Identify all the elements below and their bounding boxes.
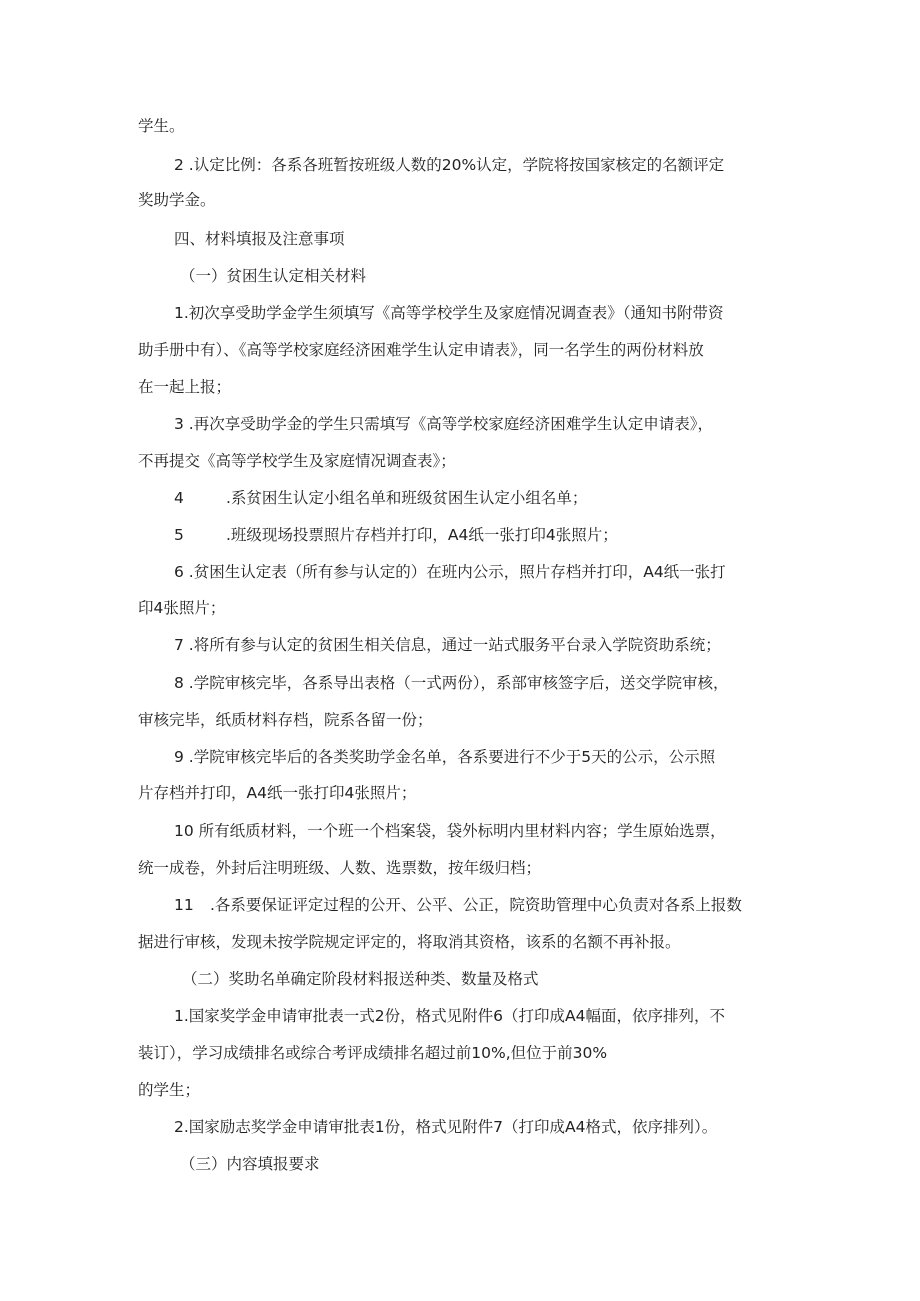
- paragraph-line: 2 .认定比例：各系各班暂按班级人数的20%认定，学院将按国家核定的名额评定: [174, 156, 725, 174]
- paragraph-line: 审核完毕，纸质材料存档，院系各留一份；: [138, 711, 433, 729]
- numbered-item: [174, 488, 587, 508]
- item-number: 5: [174, 526, 184, 544]
- paragraph-line: 1.初次享受助学金学生须填写《高等学校学生及家庭情况调查表》（通知书附带资: [174, 304, 724, 322]
- item-text: .班级现场投票照片存档并打印，A4纸一张打印4张照片；: [226, 526, 618, 544]
- item-number: 11: [174, 896, 194, 914]
- paragraph-line: 统一成卷，外封后注明班级、人数、选票数，按年级归档；: [138, 859, 542, 877]
- paragraph-line: 10 所有纸质材料，一个班一个档案袋，袋外标明内里材料内容；学生原始选票，: [174, 822, 726, 840]
- paragraph-line: 2.国家励志奖学金申请审批表1份，格式见附件7（打印成A4格式，依序排列）。: [174, 1118, 718, 1136]
- numbered-item: [174, 525, 618, 545]
- paragraph-line: 据进行审核，发现未按学院规定评定的，将取消其资格，该系的名额不再补报。: [138, 933, 681, 951]
- item-text: .系贫困生认定小组名单和班级贫困生认定小组名单；: [226, 489, 588, 507]
- paragraph-line: 奖助学金。: [138, 191, 216, 209]
- paragraph-line: 8 .学院审核完毕，各系导出表格（一式两份），系部审核签字后，送交学院审核，: [174, 674, 729, 692]
- paragraph-line: 9 .学院审核完毕后的各类奖助学金名单，各系要进行不少于5天的公示，公示照: [174, 748, 716, 766]
- paragraph-line: 助手册中有）、《高等学校家庭经济困难学生认定申请表》，同一名学生的两份材料放: [138, 341, 704, 359]
- paragraph-line: 3 .再次享受助学金的学生只需填写《高等学校家庭经济困难学生认定申请表》，: [174, 415, 713, 433]
- item-text: .各系要保证评定过程的公开、公平、公正，院资助管理中心负责对各系上报数: [210, 896, 742, 914]
- paragraph-line: 的学生；: [138, 1081, 201, 1099]
- section-heading: 四、材料填报及注意事项: [174, 230, 345, 248]
- paragraph-line: 7 .将所有参与认定的贫困生相关信息，通过一站式服务平台录入学院资助系统；: [174, 636, 721, 654]
- paragraph-line: 印4张照片；: [138, 599, 226, 617]
- subsection-heading: （二）奖助名单确定阶段材料报送种类、数量及格式: [182, 970, 539, 988]
- paragraph-line: 6 .贫困生认定表（所有参与认定的）在班内公示，照片存档并打印，A4纸一张打: [174, 563, 726, 581]
- subsection-heading: （三）内容填报要求: [180, 1155, 320, 1173]
- subsection-heading: （一）贫困生认定相关材料: [180, 267, 367, 285]
- paragraph-line: 装订），学习成绩排名或综合考评成绩排名超过前10%,但位于前30%: [138, 1044, 608, 1062]
- paragraph-line: 片存档并打印，A4纸一张打印4张照片；: [138, 784, 417, 802]
- paragraph-line: 不再提交《高等学校学生及家庭情况调查表》；: [138, 452, 456, 470]
- numbered-item: [174, 895, 742, 915]
- item-number: 4: [174, 489, 184, 507]
- paragraph-line: 在一起上报；: [138, 378, 232, 396]
- paragraph-line: 1.国家奖学金申请审批表一式2份，格式见附件6（打印成A4幅面，依序排列，不: [174, 1007, 725, 1025]
- paragraph-line: 学生。: [138, 117, 185, 135]
